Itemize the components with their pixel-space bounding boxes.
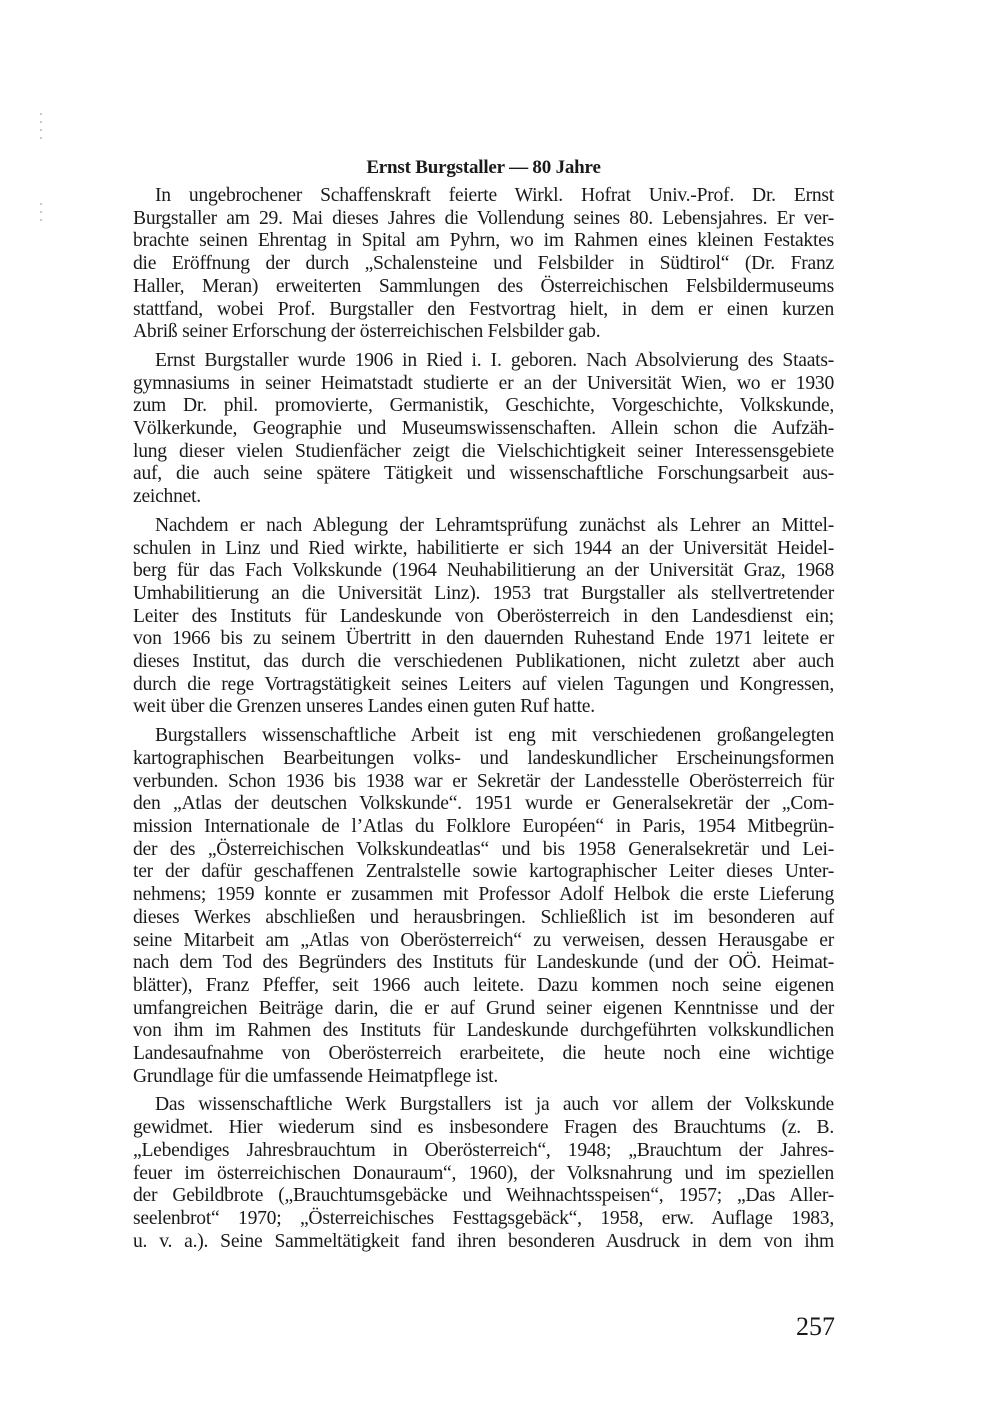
text-line: Das wissenschaftliche Werk Burgstallers ist ja auch vor allem der Volkskunde bbox=[155, 1094, 834, 1116]
text-line: berg für das Fach Volkskunde (1964 Neuhabilitierung an der Universität Graz, 1968 bbox=[133, 560, 834, 582]
text-line: der des „Österreichischen Volkskundeatlas“ und bis 1958 Generalsekretär und Lei- bbox=[133, 838, 834, 860]
text-line: der Gebildbrote („Brauchtumsgebäcke und Weihnachtsspeisen“, 1957; „Das Aller- bbox=[133, 1185, 834, 1207]
paragraph bbox=[133, 515, 834, 719]
text-line: kartographischen Bearbeitungen volks- und landeskundlicher Erscheinungsformen bbox=[133, 747, 834, 769]
text-line: Umhabilitierung an die Universität Linz). 1953 trat Burgstaller als stellvertretender bbox=[133, 582, 834, 604]
margin-scan-marks bbox=[38, 203, 46, 227]
text-line: blätter), Franz Pfeffer, seit 1966 auch leitete. Dazu kommen noch seine eigenen bbox=[133, 974, 834, 996]
text-line: stattfand, wobei Prof. Burgstaller den Festvortrag hielt, in dem er einen kurzen bbox=[133, 298, 834, 320]
text-line: mission Internationale de l’Atlas du Folklore Européen“ in Paris, 1954 Mitbegrün- bbox=[133, 815, 834, 837]
article-title: Ernst Burgstaller — 80 Jahre bbox=[366, 157, 601, 178]
text-line: Grundlage für die umfassende Heimatpflege ist. bbox=[133, 1065, 499, 1087]
page-number: 257 bbox=[796, 1312, 835, 1341]
text-line: Landesaufnahme von Oberösterreich erarbeitete, die heute noch eine wichtige bbox=[133, 1043, 834, 1065]
text-line: von ihm im Rahmen des Instituts für Landeskunde durchgeführten volkskundlichen bbox=[133, 1020, 834, 1042]
text-line: u. v. a.). Seine Sammeltätigkeit fand ihren besonderen Ausdruck in dem von ihm bbox=[133, 1230, 834, 1252]
text-line: „Lebendiges Jahresbrauchtum in Oberösterreich“, 1948; „Brauchtum der Jahres- bbox=[133, 1139, 834, 1161]
margin-scan-marks bbox=[38, 113, 46, 145]
text-line: den „Atlas der deutschen Volkskunde“. 1951 wurde er Generalsekretär der „Com- bbox=[133, 793, 834, 815]
text-line: lung dieser vielen Studienfächer zeigt die Vielschichtigkeit seiner Interessensgebiete bbox=[133, 440, 834, 462]
text-line: dieses Werkes abschließen und herausbringen. Schließlich ist im besonderen auf bbox=[133, 906, 834, 928]
document-page bbox=[133, 156, 834, 1259]
text-line: gewidmet. Hier wiederum sind es insbesondere Fragen des Brauchtums (z. B. bbox=[133, 1117, 834, 1139]
text-line: Abriß seiner Erforschung der österreichischen Felsbilder gab. bbox=[133, 321, 601, 343]
text-line: verbunden. Schon 1936 bis 1938 war er Sekretär der Landesstelle Oberösterreich für bbox=[133, 770, 834, 792]
text-line: Völkerkunde, Geographie und Museumswissenschaften. Allein schon die Aufzäh- bbox=[133, 418, 834, 440]
text-line: seelenbrot“ 1970; „Österreichisches Festtagsgebäck“, 1958, erw. Auflage 1983, bbox=[133, 1207, 834, 1229]
text-line: seine Mitarbeit am „Atlas von Oberösterreich“ zu verweisen, dessen Herausgabe er bbox=[133, 929, 834, 951]
text-line: Haller, Meran) erweiterten Sammlungen des Österreichischen Felsbildermuseums bbox=[133, 275, 834, 297]
text-line: nehmens; 1959 konnte er zusammen mit Professor Adolf Helbok die erste Lieferung bbox=[133, 884, 834, 906]
text-line: feuer im österreichischen Donauraum“, 1960), der Volksnahrung und im speziellen bbox=[133, 1162, 834, 1184]
text-line: auf, die auch seine spätere Tätigkeit und wissenschaftliche Forschungsarbeit aus- bbox=[133, 463, 834, 485]
text-line: weit über die Grenzen unseres Landes einen guten Ruf hatte. bbox=[133, 696, 595, 718]
paragraph bbox=[133, 350, 834, 509]
text-line: zum Dr. phil. promovierte, Germanistik, Geschichte, Vorgeschichte, Volkskunde, bbox=[133, 395, 834, 417]
text-line: nach dem Tod des Begründers des Instituts für Landeskunde (und der OÖ. Heimat- bbox=[133, 952, 834, 974]
paragraph bbox=[133, 185, 834, 344]
text-line: zeichnet. bbox=[133, 486, 201, 508]
text-line: von 1966 bis zu seinem Übertritt in den dauernden Ruhestand Ende 1971 leitete er bbox=[133, 628, 834, 650]
text-line: Ernst Burgstaller wurde 1906 in Ried i. I. geboren. Nach Absolvierung des Staats- bbox=[155, 349, 834, 371]
article-body bbox=[133, 185, 834, 1253]
text-line: brachte seinen Ehrentag in Spital am Pyhrn, wo im Rahmen eines kleinen Festaktes bbox=[133, 230, 834, 252]
text-line: Leiter des Instituts für Landeskunde von Oberösterreich in den Landesdienst ein; bbox=[133, 605, 834, 627]
paragraph bbox=[133, 725, 834, 1088]
text-line: durch die rege Vortragstätigkeit seines Leiters auf vielen Tagungen und Kongressen, bbox=[133, 673, 834, 695]
text-line: Nachdem er nach Ablegung der Lehramtsprüfung zunächst als Lehrer an Mittel- bbox=[155, 514, 834, 536]
text-line: Burgstallers wissenschaftliche Arbeit ist eng mit verschiedenen großangelegten bbox=[155, 725, 834, 747]
text-line: In ungebrochener Schaffenskraft feierte Wirkl. Hofrat Univ.-Prof. Dr. Ernst bbox=[155, 185, 834, 206]
paragraph bbox=[133, 1094, 834, 1253]
text-line: Burgstaller am 29. Mai dieses Jahres die Vollendung seines 80. Lebensjahres. Er ver- bbox=[133, 207, 834, 229]
text-line: umfangreichen Beiträge darin, die er auf Grund seiner eigenen Kenntnisse und der bbox=[133, 997, 834, 1019]
text-line: gymnasiums in seiner Heimatstadt studierte er an der Universität Wien, wo er 1930 bbox=[133, 372, 834, 394]
text-line: schulen in Linz und Ried wirkte, habilitierte er sich 1944 an der Universität Heidel- bbox=[133, 537, 834, 559]
text-line: ter der dafür geschaffenen Zentralstelle sowie kartographischer Leiter dieses Unter- bbox=[133, 861, 834, 883]
text-line: dieses Institut, das durch die verschiedenen Publikationen, nicht zuletzt aber auch bbox=[133, 651, 834, 673]
text-line: die Eröffnung der durch „Schalensteine und Felsbilder in Südtirol“ (Dr. Franz bbox=[133, 253, 834, 275]
